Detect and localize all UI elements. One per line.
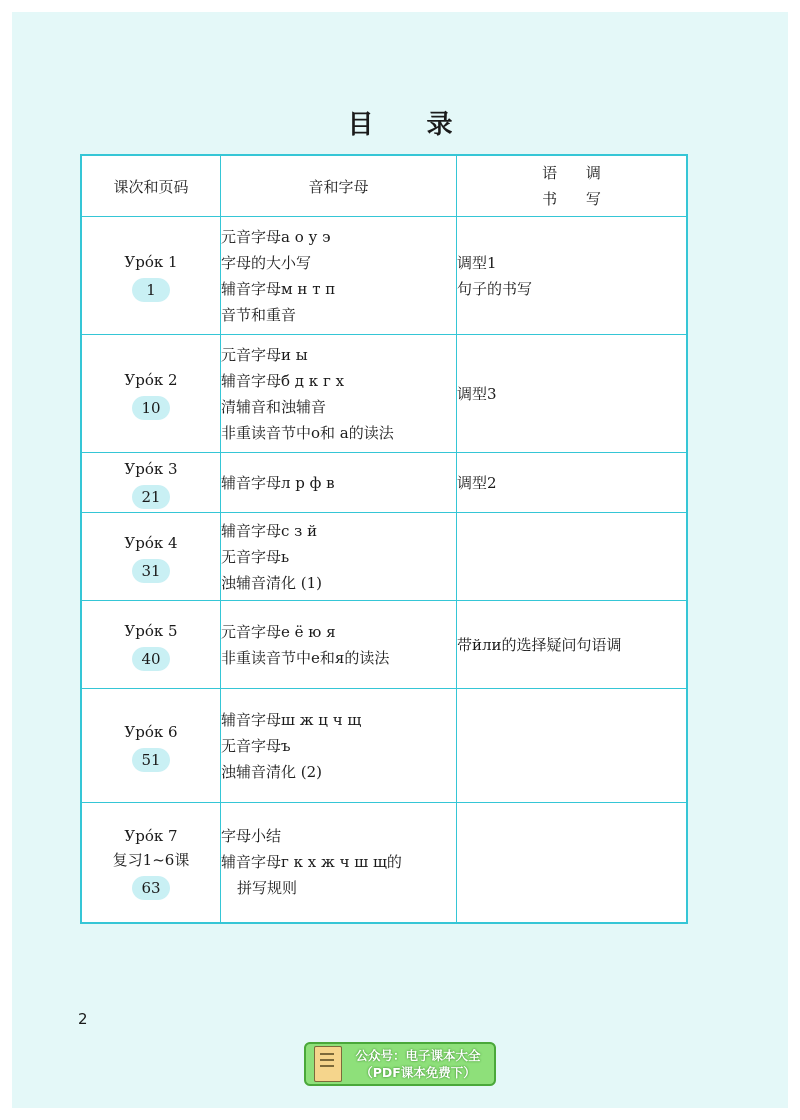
watermark-line1: 公众号：电子课本大全: [355, 1048, 481, 1063]
page-number-badge[interactable]: 21: [132, 485, 170, 509]
table-row: [81, 453, 687, 513]
intonation-line: 调型3: [457, 384, 497, 403]
lesson-name: Урóк 2: [124, 370, 178, 389]
sounds-line: 辅音字母г к х ж ч ш щ的: [221, 853, 402, 872]
header-intonation-line2: 书 写: [542, 190, 613, 208]
sounds-line: 字母的大小写: [221, 253, 312, 272]
sounds-line: 元音字母a о у э: [221, 227, 331, 246]
sounds-line: 浊辅音清化 (2): [221, 762, 323, 781]
lesson-cell: [81, 335, 221, 453]
page: [12, 12, 788, 1108]
sounds-cell: [221, 217, 457, 335]
sounds-line: 拼写规则: [237, 879, 298, 898]
sounds-cell: [221, 513, 457, 601]
intonation-line: 调型1: [457, 253, 497, 272]
page-number-badge[interactable]: 1: [132, 278, 170, 302]
intonation-cell: [457, 513, 688, 601]
watermark-logo: [304, 1042, 496, 1086]
header-lesson: 课次和页码: [81, 155, 221, 217]
watermark-text: [342, 1047, 494, 1081]
sounds-line: 辅音字母ш ж ц ч щ: [221, 710, 362, 729]
sounds-line: 辅音字母л р ф в: [221, 473, 335, 492]
page-number-badge[interactable]: 40: [132, 647, 170, 671]
sounds-line: 非重读音节中o和 a的读法: [221, 423, 394, 442]
table-row: [81, 689, 687, 803]
lesson-name: Урóк 6: [124, 722, 178, 741]
sounds-line: 浊辅音清化 (1): [221, 573, 323, 592]
lesson-cell: [81, 453, 221, 513]
table-of-contents: [80, 154, 688, 924]
intonation-cell: [457, 217, 688, 335]
intonation-cell: [457, 453, 688, 513]
intonation-line: 调型2: [457, 473, 497, 492]
sounds-cell: [221, 601, 457, 689]
book-icon: [314, 1046, 342, 1082]
sounds-line: 音节和重音: [221, 305, 297, 324]
lesson-cell: [81, 601, 221, 689]
sounds-line: 无音字母ъ: [221, 736, 291, 755]
intonation-cell: [457, 803, 688, 923]
table-row: [81, 335, 687, 453]
watermark-line2: （PDF课本免费下）: [360, 1065, 476, 1080]
sounds-line: 辅音字母м н т п: [221, 279, 336, 298]
lesson-cell: [81, 217, 221, 335]
sounds-line: 辅音字母б д к г х: [221, 371, 345, 390]
lesson-cell: [81, 803, 221, 923]
page-title: 目 录: [347, 110, 475, 140]
table-row: [81, 601, 687, 689]
sounds-line: 非重读音节中е和я的读法: [221, 648, 390, 667]
page-number: 2: [78, 1010, 88, 1028]
lesson-cell: [81, 689, 221, 803]
sounds-cell: [221, 689, 457, 803]
sounds-line: 字母小结: [221, 827, 282, 846]
intonation-cell: [457, 335, 688, 453]
sounds-line: 辅音字母с з й: [221, 521, 318, 540]
lesson-cell: [81, 513, 221, 601]
intonation-cell: [457, 689, 688, 803]
page-number-badge[interactable]: 51: [132, 748, 170, 772]
sounds-line: 元音字母е ё ю я: [221, 622, 336, 641]
header-intonation-line1: 语 调: [542, 164, 613, 182]
table-row: [81, 803, 687, 923]
header-sounds: 音和字母: [221, 155, 457, 217]
intonation-cell: [457, 601, 688, 689]
sounds-line: 无音字母ь: [221, 547, 290, 566]
sounds-cell: [221, 453, 457, 513]
table-row: [81, 513, 687, 601]
lesson-subtitle: 复习1~6课: [112, 851, 190, 870]
page-number-badge[interactable]: 10: [132, 396, 170, 420]
intonation-line: 句子的书写: [457, 279, 533, 298]
page-number-badge[interactable]: 63: [132, 876, 170, 900]
sounds-cell: [221, 335, 457, 453]
lesson-name: Урóк 1: [124, 252, 178, 271]
sounds-cell: [221, 803, 457, 923]
lesson-name: Урóк 4: [124, 533, 178, 552]
lesson-name: Урóк 5: [124, 621, 178, 640]
intonation-line: 带йли的选择疑问句语调: [457, 635, 622, 654]
table-header-row: [81, 155, 687, 217]
table-row: [81, 217, 687, 335]
page-number-badge[interactable]: 31: [132, 559, 170, 583]
sounds-line: 元音字母и ы: [221, 345, 308, 364]
header-intonation: [457, 155, 688, 217]
lesson-name: Урóк 3: [124, 459, 178, 478]
lesson-name: Урóк 7: [124, 827, 178, 846]
sounds-line: 清辅音和浊辅音: [221, 397, 327, 416]
